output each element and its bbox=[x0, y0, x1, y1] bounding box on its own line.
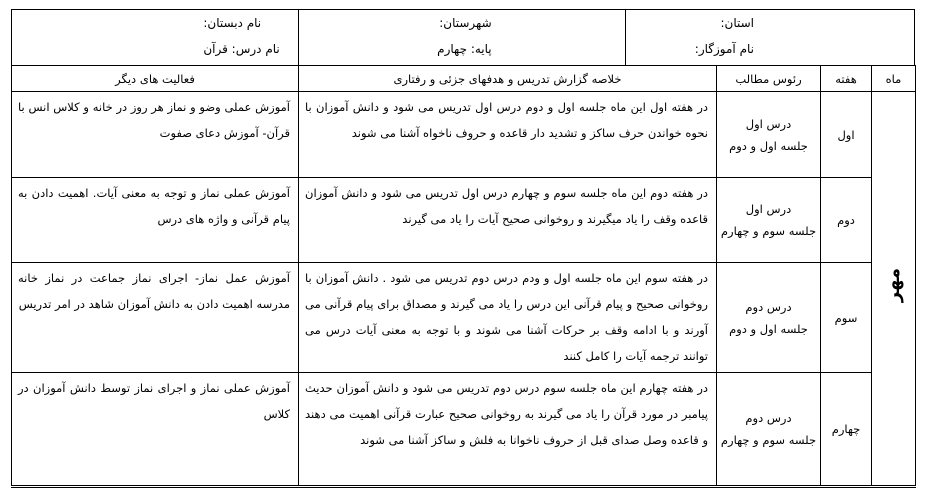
table-row bbox=[12, 178, 916, 263]
teacher-label: نام آموزگار: bbox=[694, 42, 754, 56]
month-value: مهر bbox=[882, 267, 904, 303]
other-activities-cell: آموزش عمل نماز- اجرای نماز جماعت در نماز خانه مدرسه اهمیت دادن به دانش آموزان شاهد در امر تدریس bbox=[12, 263, 299, 373]
week-cell: اول bbox=[821, 92, 872, 178]
report-table bbox=[11, 65, 916, 488]
other-activities-cell: آموزش عملی نماز و اجرای نماز توسط دانش آموزان در کلاس bbox=[12, 373, 299, 487]
topics-cell bbox=[717, 373, 821, 487]
school-label: نام دبستان: bbox=[203, 16, 262, 30]
table-row bbox=[12, 373, 916, 487]
topics-cell bbox=[717, 92, 821, 178]
table-header-row bbox=[12, 66, 916, 92]
col-summary: خلاصه گزارش تدریس و هدفهای جزئی و رفتاری bbox=[299, 66, 717, 92]
week-cell: دوم bbox=[821, 178, 872, 263]
other-activities-cell: آموزش عملی وضو و نماز هر روز در خانه و کلاس انس با قرآن- آموزش دعای صفوت bbox=[12, 92, 299, 178]
topics-line: درس اول bbox=[745, 202, 792, 216]
summary-cell: در هفته اول این ماه جلسه اول و دوم درس اول تدریس می شود و دانش آموزان با نحوه خواندن حرف ساکز و تشدید دار قاعده و حروف ناخواه آشنا می شوند bbox=[299, 92, 717, 178]
col-month: ماه bbox=[872, 66, 916, 92]
other-activities-cell: آموزش عملی نماز و توجه به معنی آیات. اهمیت دادن به پیام قرآنی و واژه های درس bbox=[12, 178, 299, 263]
topics-line: جلسه اول و دوم bbox=[729, 138, 808, 153]
table-row bbox=[12, 263, 916, 373]
summary-cell: در هفته سوم این ماه جلسه اول و ودم درس دوم تدریس می شود . دانش آموزان با روخوانی صحیح و پیام قرآنی این درس را یاد می گیرند و مصداق برای پیام قرآنی می آورند و با ادامه وقف بر حرکات آشنا می شوند و با توجه به معنی آیات درس می توانند ترجمه آیات را کامل کنند bbox=[299, 263, 717, 373]
topics-line: جلسه سوم و چهارم bbox=[720, 224, 817, 238]
header-school-cell bbox=[12, 10, 298, 66]
summary-cell: در هفته دوم این ماه جلسه سوم و چهارم درس اول تدریس می شود و دانش آموزان قاعده وقف را یاد میگیرند و روخوانی صحیح آیات را یاد می گیرند bbox=[299, 178, 717, 263]
header-city-cell bbox=[298, 10, 624, 66]
topics-line: جلسه سوم و چهارم bbox=[720, 433, 817, 447]
province-label: استان: bbox=[720, 16, 754, 30]
grade-label: پایه: چهارم bbox=[437, 42, 492, 56]
topics-line: درس دوم bbox=[745, 411, 792, 425]
month-cell bbox=[872, 92, 916, 487]
report-header bbox=[11, 9, 915, 66]
topics-line: درس اول bbox=[745, 116, 792, 131]
summary-cell: در هفته چهارم این ماه جلسه سوم درس دوم تدریس می شود و دانش آموزان حدیث پیامبر در مورد قرآن را یاد می گیرند به روخوانی صحیح عبارت قرآنی اهمیت می دهند و قاعده وصل صدای قبل از حروف ناخوانا به فلش و ساکز آشنا می شوند bbox=[299, 373, 717, 487]
subject-label: نام درس: قرآن bbox=[203, 42, 280, 56]
col-week: هفته bbox=[821, 66, 872, 92]
week-cell: چهارم bbox=[821, 373, 872, 487]
col-other-activities: فعالیت های دیگر bbox=[12, 66, 299, 92]
week-cell: سوم bbox=[821, 263, 872, 373]
topics-cell bbox=[717, 263, 821, 373]
col-topics: رئوس مطالب bbox=[717, 66, 821, 92]
header-province-cell bbox=[625, 10, 914, 66]
topics-line: جلسه اول و دوم bbox=[729, 321, 808, 336]
table-row bbox=[12, 92, 916, 178]
city-label: شهرستان: bbox=[439, 16, 492, 30]
topics-cell bbox=[717, 178, 821, 263]
topics-line: درس دوم bbox=[745, 299, 792, 314]
